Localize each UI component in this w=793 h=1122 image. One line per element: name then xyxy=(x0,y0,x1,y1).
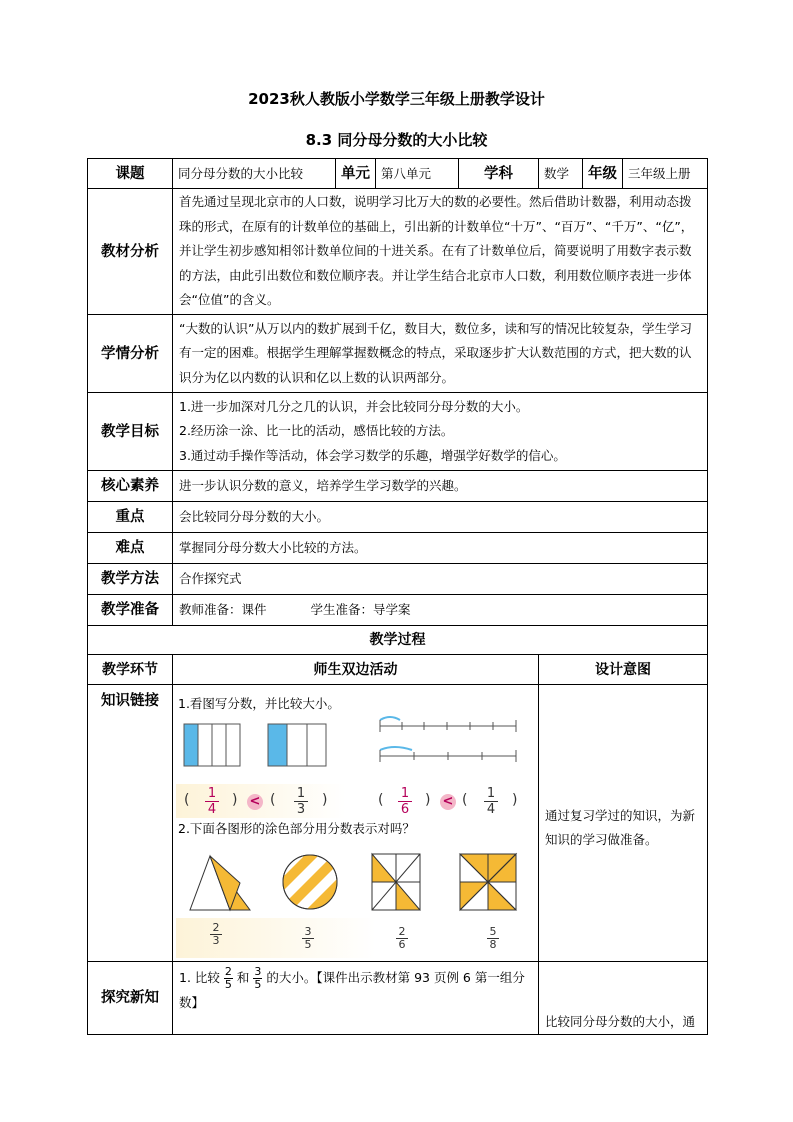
explore-label: 探究新知 xyxy=(88,962,173,1035)
col-stage: 教学环节 xyxy=(88,655,173,685)
explore-activity xyxy=(173,962,539,1035)
material-label: 教材分析 xyxy=(88,189,173,315)
grade-value: 三年级上册 xyxy=(623,159,708,189)
grade-label: 年级 xyxy=(583,159,623,189)
explore-text-b: 和 xyxy=(236,970,250,985)
key-text: 会比较同分母分数的大小。 xyxy=(173,502,708,533)
paren-open-2b: ( xyxy=(462,792,468,808)
topic-label: 课题 xyxy=(88,159,173,189)
paren-open-2a: ( xyxy=(378,792,384,808)
material-text: 首先通过呈现北京市的人口数，说明学习比万大的数的必要性。然后借助计数器，利用动态拨珠的形式，在原有的计数单位的基础上，引出新的计数单位“十万”、“百万”、“千万”、“亿”，并让学生初步感知相邻计数单位间的十进关系。在有了计数单位后，简要说明了用数字表示数的方法，由此引出数位和数位顺序表。并让学生结合北京市人口数，利用数位顺序表进一步体会“位值”的含义。 xyxy=(173,189,708,315)
fraction-2-5: $\frac{2}{5}$ xyxy=(224,965,232,991)
goals-label: 教学目标 xyxy=(88,393,173,471)
method-text: 合作探究式 xyxy=(173,564,708,595)
answer-highlight-2 xyxy=(176,918,376,958)
difficult-text: 掌握同分母分数大小比较的方法。 xyxy=(173,533,708,564)
subject-label: 学科 xyxy=(459,159,539,189)
explore-text-a: 1. 比较 xyxy=(179,970,220,985)
explore-intent: 比较同分母分数的大小，通 xyxy=(539,962,708,1035)
col-intent: 设计意图 xyxy=(539,655,708,685)
process-heading: 教学过程 xyxy=(88,626,708,655)
answer-fraction-1-3: 1 3 xyxy=(294,786,308,817)
shape-fraction-2-3: 2 3 xyxy=(210,922,222,947)
document-title: 2023秋人教版小学数学三年级上册教学设计 xyxy=(248,90,545,108)
answer-fraction-1-6: 1 6 xyxy=(398,786,412,817)
fraction-3-5: $\frac{3}{5}$ xyxy=(254,965,262,991)
explore-text-c: 的大小。【课件出示教材第 93 页例 6 第一组分数】 xyxy=(179,970,525,1010)
answer-fraction-1-4-right: 1 4 xyxy=(484,786,498,817)
circle-shape xyxy=(274,848,350,914)
link-question-1: 1.看图写分数，并比较大小。 xyxy=(178,696,340,711)
less-than-mark-1: < xyxy=(247,794,263,810)
shape-fraction-5-8: 5 8 xyxy=(487,926,499,951)
less-than-mark-2: < xyxy=(440,794,456,810)
link-intent: 通过复习学过的知识，为新知识的学习做准备。 xyxy=(539,685,708,962)
paren-close-2b: ) xyxy=(512,792,518,808)
prep-cell xyxy=(173,595,708,626)
shaded-shapes xyxy=(184,848,524,914)
triangle-shape xyxy=(190,856,250,910)
bar-thirds xyxy=(268,724,326,766)
goal-3: 3.通过动手操作等活动，体会学习数学的乐趣，增强学好数学的信心。 xyxy=(179,447,566,463)
prep-student: 学生准备：导学案 xyxy=(310,601,411,617)
paren-open-1b: ( xyxy=(270,792,276,808)
paren-close-1a: ) xyxy=(232,792,238,808)
link-question-2: 2.下面各图形的涂色部分用分数表示对吗？ xyxy=(178,821,415,836)
difficult-label: 难点 xyxy=(88,533,173,564)
prep-label: 教学准备 xyxy=(88,595,173,626)
goal-1: 1.进一步加深对几分之几的认识，并会比较同分母分数的大小。 xyxy=(179,398,529,414)
method-label: 教学方法 xyxy=(88,564,173,595)
fraction-number-lines xyxy=(374,712,522,768)
learner-text: “大数的认识”从万以内的数扩展到千亿，数目大，数位多，读和写的情况比较复杂，学生学习有一定的困难。根据学生理解掌握数概念的特点，采取逐步扩大认数范围的方式，把大数的认识分为亿以内数的认识和亿以上数的认识两部分。 xyxy=(173,315,708,393)
goals-cell xyxy=(173,393,708,471)
fraction-bar-diagrams xyxy=(180,718,330,774)
goal-2: 2.经历涂一涂、比一比的活动，感悟比较的方法。 xyxy=(179,423,454,439)
link-label: 知识链接 xyxy=(88,685,173,962)
square-shape-sixths xyxy=(372,854,420,910)
shape-fraction-2-6: 2 6 xyxy=(396,926,408,951)
document-subtitle: 8.3 同分母分数的大小比较 xyxy=(305,131,488,149)
number-line-quarters xyxy=(380,747,516,762)
unit-label: 单元 xyxy=(336,159,376,189)
paren-open-1a: ( xyxy=(184,792,190,808)
core-text: 进一步认识分数的意义，培养学生学习数学的兴趣。 xyxy=(173,471,708,502)
learner-label: 学情分析 xyxy=(88,315,173,393)
unit-value: 第八单元 xyxy=(376,159,459,189)
prep-teacher: 教师准备：课件 xyxy=(179,601,267,617)
bar-quarters xyxy=(184,724,240,766)
key-label: 重点 xyxy=(88,502,173,533)
subject-value: 数学 xyxy=(539,159,583,189)
shape-fraction-3-5: 3 5 xyxy=(302,926,314,951)
col-activity: 师生双边活动 xyxy=(173,655,539,685)
square-shape-eighths xyxy=(460,854,516,910)
number-line-sixths xyxy=(380,717,516,732)
topic-value: 同分母分数的大小比较 xyxy=(173,159,336,189)
paren-close-2a: ) xyxy=(425,792,431,808)
core-label: 核心素养 xyxy=(88,471,173,502)
answer-fraction-1-4: 1 4 xyxy=(205,786,219,817)
paren-close-1b: ) xyxy=(322,792,328,808)
